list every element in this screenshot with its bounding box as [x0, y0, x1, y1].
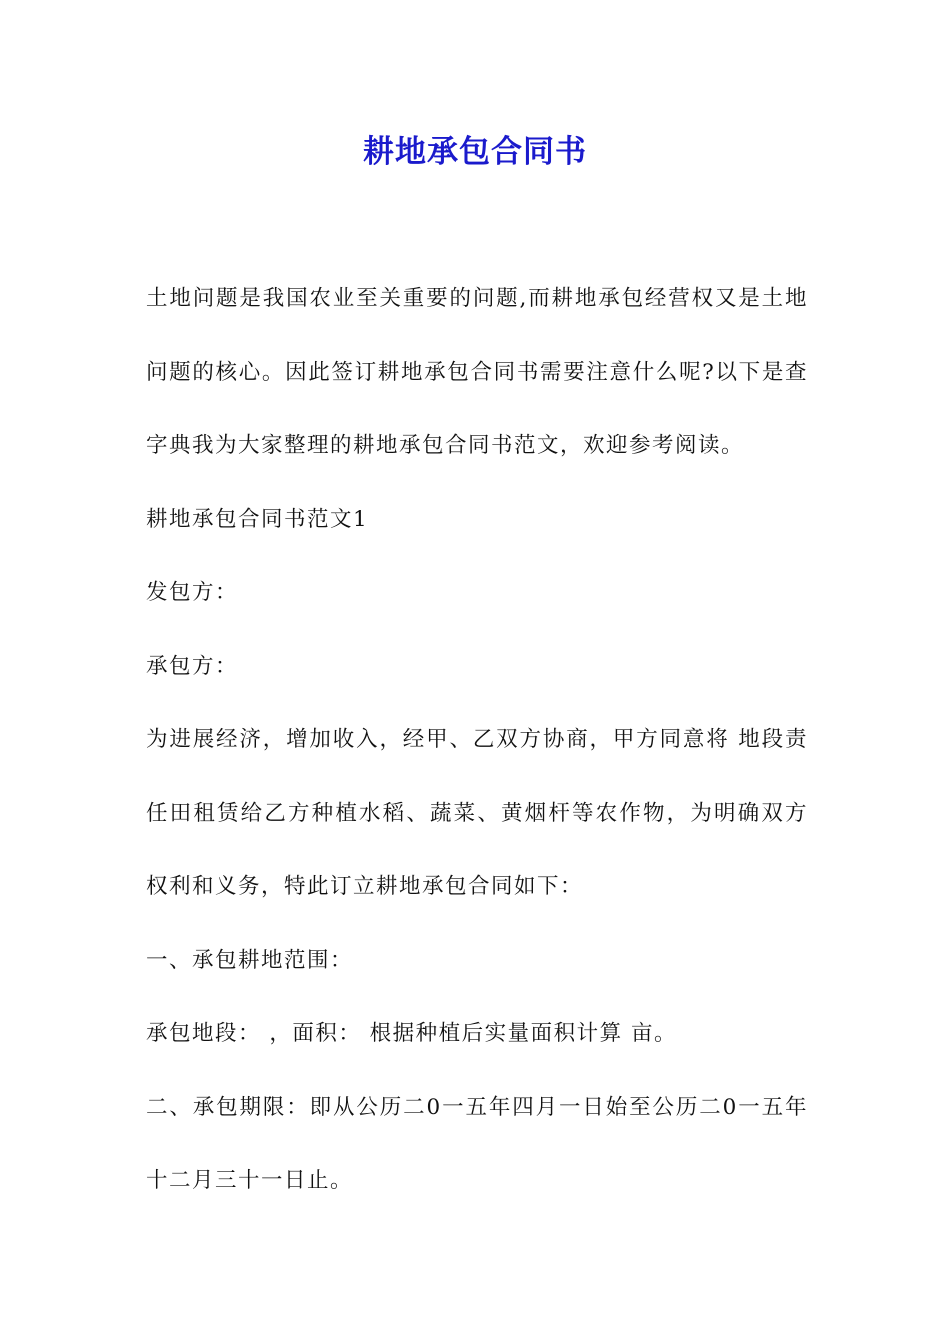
sample-heading: 耕地承包合同书范文1 [146, 506, 369, 532]
purpose-paragraph: 为进展经济，增加收入，经甲、乙双方协商，甲方同意将 地段责任田租赁给乙方种植水稻、蔬菜、黄烟杆等农作物，为明确双方权利和义务，特此订立耕地承包合同如下： [146, 727, 808, 899]
intro-paragraph: 土地问题是我国农业至关重要的问题,而耕地承包经营权又是土地问题的核心。因此签订耕地承包合同书需要注意什么呢?以下是查字典我为大家整理的耕地承包合同书范文，欢迎参考阅读。 [146, 286, 808, 458]
party-b-line: 承包方： [146, 653, 239, 679]
party-a-line: 发包方： [146, 580, 239, 605]
land-section-line: 承包地段： ，面积： 根据种植后实量面积计算 亩。 [146, 1021, 678, 1046]
section-two-paragraph: 二、承包期限：即从公历二0一五年四月一日始至公历二0一五年十二月三十一日止。 [146, 1094, 808, 1193]
document-title: 耕地承包合同书 [363, 134, 587, 170]
document-body [146, 262, 808, 1218]
section-one-heading: 一、承包耕地范围： [146, 947, 354, 973]
